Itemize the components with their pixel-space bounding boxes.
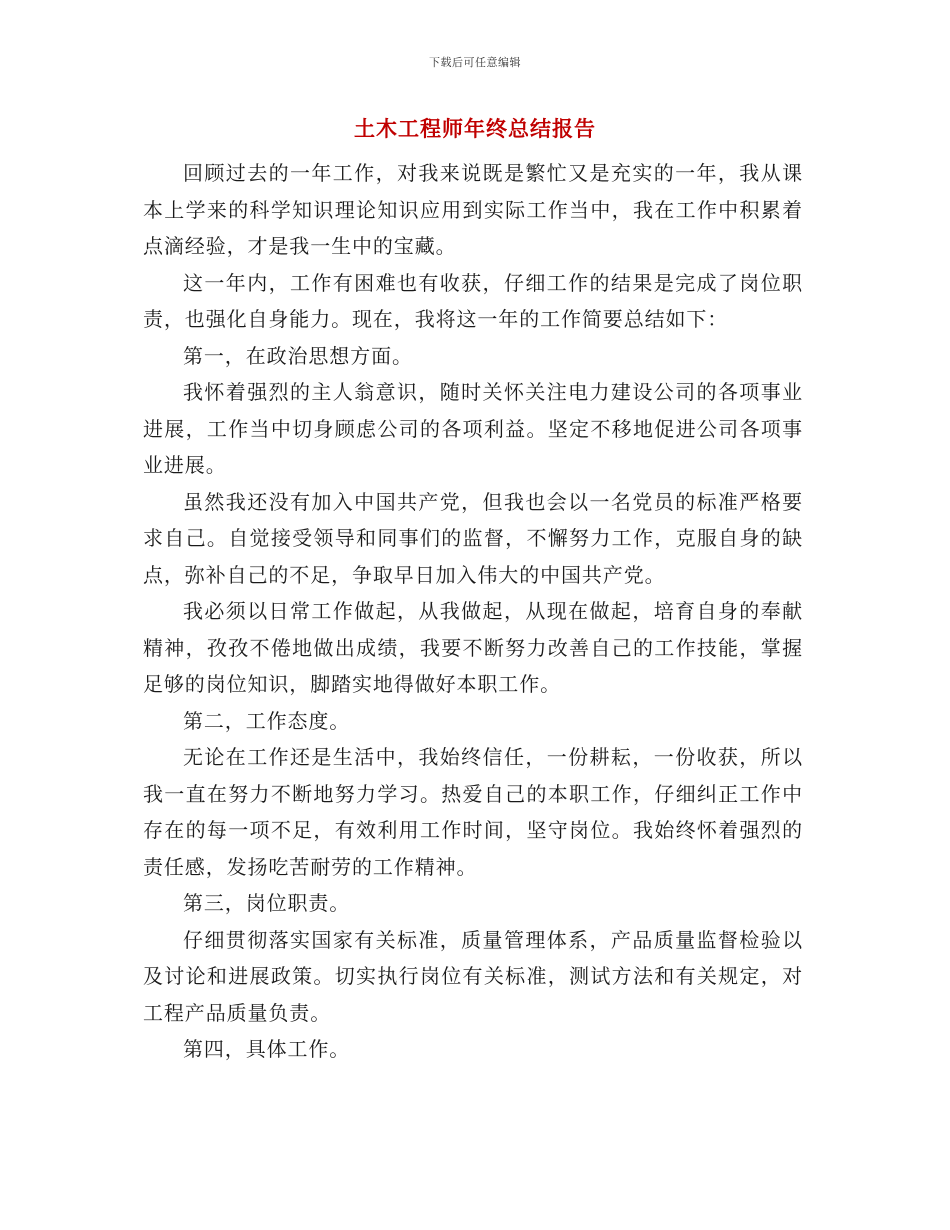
section-heading: 第四，具体工作。: [183, 1037, 351, 1061]
paragraph: 仔细贯彻落实国家有关标准，质量管理体系，产品质量监督检验以及讨论和进展政策。切实执行岗位有关标准，测试方法和有关规定，对工程产品质量负责。: [143, 927, 803, 1025]
document-title: 土木工程师年终总结报告: [354, 116, 596, 141]
header-note: 下载后可任意编辑: [429, 56, 521, 69]
document-body: [143, 155, 803, 1068]
section-heading: 第二，工作态度。: [183, 708, 351, 733]
paragraph: 我怀着强烈的主人翁意识，随时关怀关注电力建设公司的各项事业进展，工作当中切身顾虑公司的各项利益。坚定不移地促进公司各项事业进展。: [143, 380, 803, 477]
section-heading: 第一，在政治思想方面。: [183, 343, 413, 368]
paragraph: 我必须以日常工作做起，从我做起，从现在做起，培育自身的奉献精神，孜孜不倦地做出成绩，我要不断努力改善自己的工作技能，掌握足够的岗位知识，脚踏实地得做好本职工作。: [143, 599, 803, 696]
paragraph: 虽然我还没有加入中国共产党，但我也会以一名党员的标准严格要求自己。自觉接受领导和同事们的监督，不懈努力工作，克服自身的缺点，弥补自己的不足，争取早日加入伟大的中国共产党。: [143, 489, 803, 587]
section-heading: 第三，岗位职责。: [183, 891, 351, 915]
paragraph: 这一年内，工作有困难也有收获，仔细工作的结果是完成了岗位职责，也强化自身能力。现在，我将这一年的工作简要总结如下：: [143, 270, 803, 331]
paragraph: 无论在工作还是生活中，我始终信任，一份耕耘，一份收获，所以我一直在努力不断地努力学习。热爱自己的本职工作，仔细纠正工作中存在的每一项不足，有效利用工作时间，坚守岗位。我始终怀着强烈的责任感，发扬吃苦耐劳的工作精神。: [143, 745, 803, 879]
paragraph: 回顾过去的一年工作，对我来说既是繁忙又是充实的一年，我从课本上学来的科学知识理论知识应用到实际工作当中，我在工作中积累着点滴经验，才是我一生中的宝藏。: [143, 161, 803, 258]
